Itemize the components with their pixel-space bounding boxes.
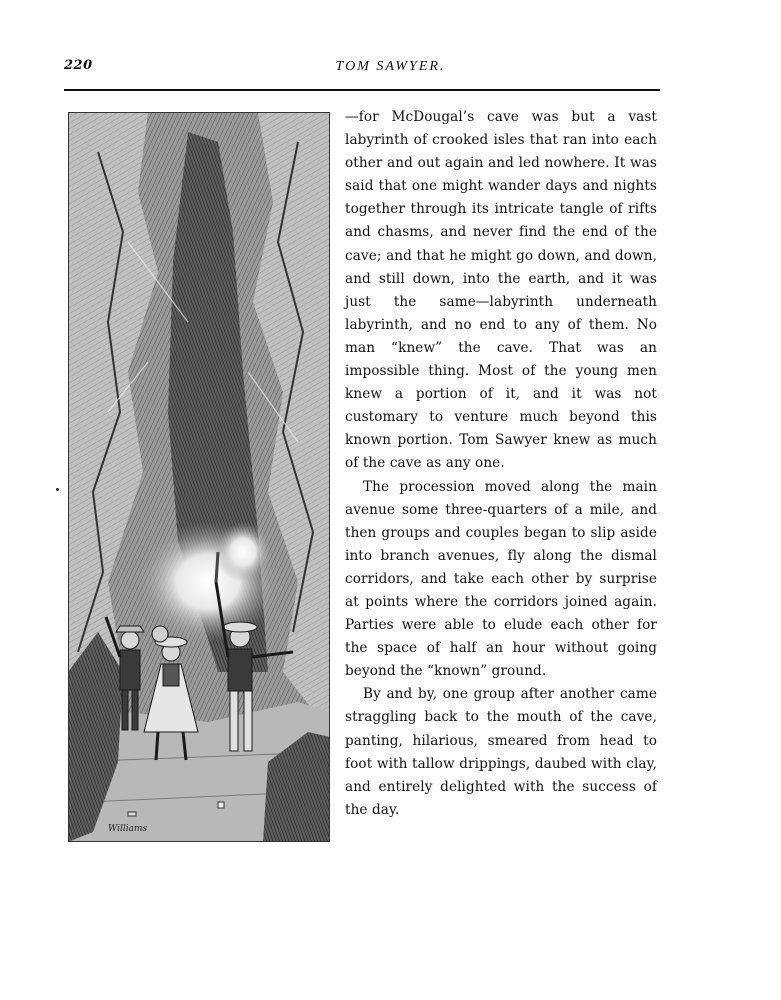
body-text [345, 106, 657, 822]
header-rule [64, 89, 660, 91]
cave-procession-engraving-icon [68, 112, 330, 842]
page-number: 220 [64, 58, 93, 73]
paragraph-2: The procession moved along the main avenue some three-quarters of a mile, and then groups and couples began to slip aside into branch avenues, fly along the dismal corridors, and take each other by surprise at points where the corridors joined again. Parties were able to elude each other for the space of half an hour without going beyond the “known” ground. [345, 478, 657, 680]
illustration-signature: Williams [108, 824, 148, 834]
running-title: TOM SAWYER. [335, 59, 446, 74]
paragraph-1: —for McDougal’s cave was but a vast labyrinth of crooked isles that ran into each other and out again and led nowhere. It was said that one might wander days and nights together through its intricate tangle of rifts and chasms, and never find the end of the cave; and that he might go down, and down, and still down, into the earth, and it was just the same—labyrinth underneath labyrinth, and no end to any of them. No man “knew” the cave. That was an impossible thing. Most of the young men knew a portion of it, and it was not customary to venture much beyond this known portion. Tom Sawyer knew as much of the cave as any one. [345, 109, 657, 472]
stray-ink-mark [56, 488, 59, 491]
cave-illustration [68, 112, 330, 842]
paragraph-3: By and by, one group after another came straggling back to the mouth of the cave, panting, hilarious, smeared from head to foot with tallow drippings, daubed with clay, and entirely delighted with the success of the day. [345, 686, 657, 818]
